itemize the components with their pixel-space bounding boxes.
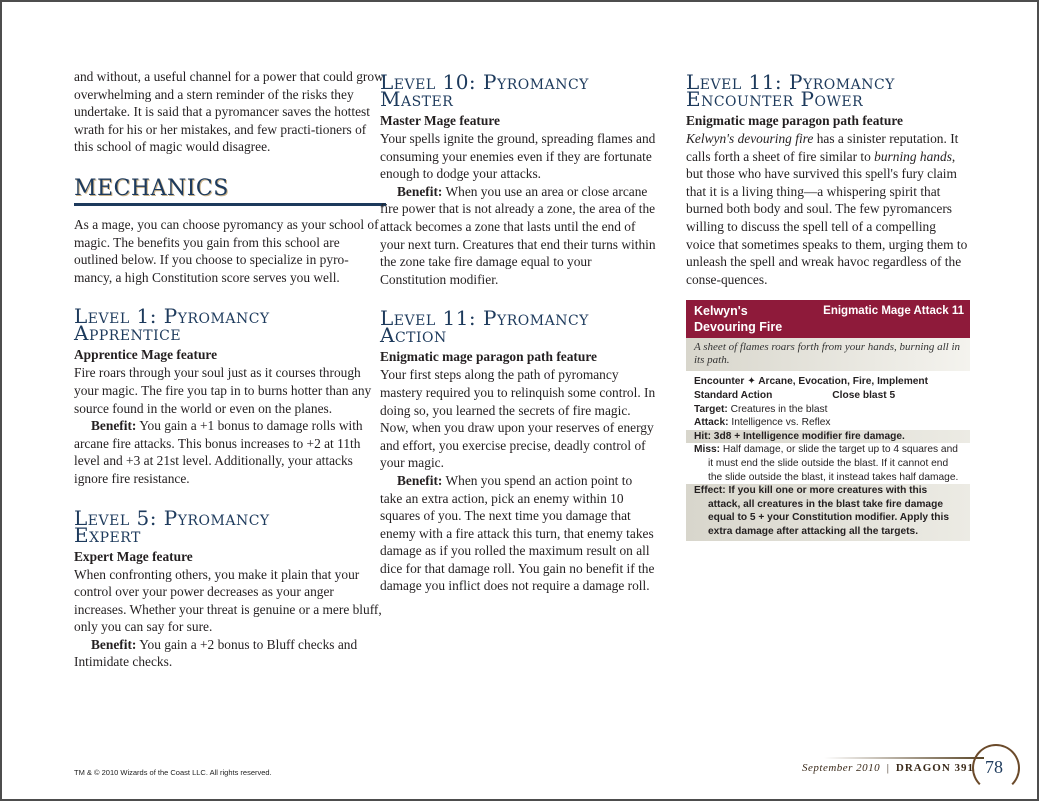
level-5-benefit: Benefit: You gain a +2 bonus to Bluff checks and Intimidate checks. [74, 636, 358, 670]
level-10-text: Your spells ignite the ground, spreading flames and consuming your enemies even if they are fortunate enough to dodge your attacks. [380, 131, 656, 182]
copyright-notice: TM & © 2010 Wizards of the Coast LLC. All rights reserved. [74, 768, 272, 777]
level-10-feature-label: Master Mage feature [380, 113, 500, 128]
mechanics-paragraph: As a mage, you can choose pyromancy as your school of magic. The benefits you gain from this school are outlined below. If you choose to specialize in pyro-mancy, a high Constitution score serves you well. [74, 216, 379, 285]
footer-decorative-line [824, 757, 984, 759]
footer-separator: | [886, 762, 890, 774]
footer-issue-info [802, 762, 974, 774]
issue-date: September 2010 [802, 762, 881, 774]
level-11-action-heading: Level 11: Pyromancy Action [380, 306, 589, 348]
power-type: Enigmatic Mage Attack 11 [823, 305, 964, 318]
level-1-section [74, 304, 386, 487]
level-10-section [380, 70, 656, 288]
level-1-text: Fire roars through your soul just as it courses through your magic. The fire you tap in to burns hotter than any source found in the world or even on the planes. [74, 365, 372, 416]
power-hit: Hit: 3d8 + Intelligence modifier fire damage. [686, 430, 970, 444]
level-10-benefit: Benefit: When you use an area or close arcane fire power that is not already a zone, the area of the attack becomes a zone that lasts until the end of your next turn. Creatures that end their turns within the zone take fire damage equal to your Constitution modifier. [380, 183, 656, 287]
level-5-text: When confronting others, you make it plain that your control over your power decreases as your anger increases. Whether your threat is genuine or a mere bluff, only you can say for sure. [74, 566, 382, 635]
page-number: 78 [985, 757, 1003, 777]
level-11-power-heading: Level 11: Pyromancy Encounter Power [686, 70, 895, 111]
power-body [686, 371, 970, 541]
magazine-issue: DRAGON 391 [895, 762, 975, 774]
power-range: Close blast 5 [832, 389, 896, 401]
level-1-heading: Level 1: Pyromancy Apprentice [74, 304, 270, 346]
level-11-action-feature-label: Enigmatic mage paragon path feature [380, 349, 597, 365]
power-header [686, 300, 970, 338]
level-1-feature-label: Apprentice Mage feature [74, 347, 218, 363]
mechanics-heading: MECHANICS [74, 176, 386, 206]
column-2 [380, 68, 656, 595]
level-5-feature-label: Expert Mage feature [74, 548, 193, 564]
level-11-power-feature-label: Enigmatic mage paragon path feature [686, 113, 903, 128]
level-10-heading: Level 10: Pyromancy Master [380, 70, 589, 111]
power-action-type: Standard Action [694, 389, 773, 401]
column-3 [686, 68, 968, 541]
intro-paragraph: and without, a useful channel for a power that could grow overwhelming and a stern reminder of the risks they undertake. It is said that a pyromancer saves the hottest wrath for his or her mistakes, and few practi-tioners of this school of magic would disagree. [74, 69, 384, 155]
level-11-power-text: Kelwyn's devouring fire has a sinister reputation. It calls forth a sheet of fire similar to burning hands, but those who have survived this spell's fury claim that it is a living thing—a whispering spirit that burned both body and soul. The few pyromancers willing to discuss the spell tell of a compelling voice that sometimes speaks to them, urging them to unleash the spell and wreak havoc regardless of the conse-quences. [686, 131, 968, 287]
power-target: Target: Creatures in the blast [694, 403, 828, 415]
level-11-action-benefit: Benefit: When you spend an action point to take an extra action, pick an enemy within 10 squares of you. The next time you damage that enemy with a fire attack this turn, that enemy takes damage as if you rolled the maximum result on all dice for that damage roll. You gain no benefit if the damage you inflict does not require a damage roll. [380, 472, 655, 594]
level-11-power-section [686, 70, 968, 288]
level-5-heading: Level 5: Pyromancy Expert [74, 505, 270, 547]
power-miss: Miss: Half damage, or slide the target up to 4 squares and it must end the slide outside the blast. If it cannot end the slide outside the blast, it instead takes half damage. [694, 444, 959, 483]
power-name: Kelwyn's Devouring Fire [694, 304, 783, 335]
level-11-action-section [380, 306, 656, 595]
level-11-action-text: Your first steps along the path of pyromancy mastery required you to relinquish some control. In doing so, you learned the secrets of fire magic. Now, when you draw upon your reserves of energy and effort, you exercise precise, deadly control of your magic. [380, 367, 656, 471]
level-5-section [74, 505, 386, 672]
column-1 [74, 68, 386, 671]
power-attack: Attack: Intelligence vs. Reflex [694, 417, 831, 429]
power-action-row [686, 389, 970, 403]
power-effect: Effect: If you kill one or more creatures with this attack, all creatures in the blast take fire damage equal to 5 + your Constitution modifier. Apply this extra damage after attacking all the targets. [686, 484, 970, 541]
level-1-benefit: Benefit: You gain a +1 bonus to damage rolls with arcane fire attacks. This bonus increases to +2 at 11th level and +3 at 21st level. Additionally, your attacks ignore fire resistance. [74, 418, 363, 486]
power-keywords: Encounter ✦ Arcane, Evocation, Fire, Implement [694, 376, 929, 388]
power-flavor-text: A sheet of flames roars forth from your hands, burning all in its path. [686, 338, 970, 371]
power-stat-block [686, 300, 970, 541]
